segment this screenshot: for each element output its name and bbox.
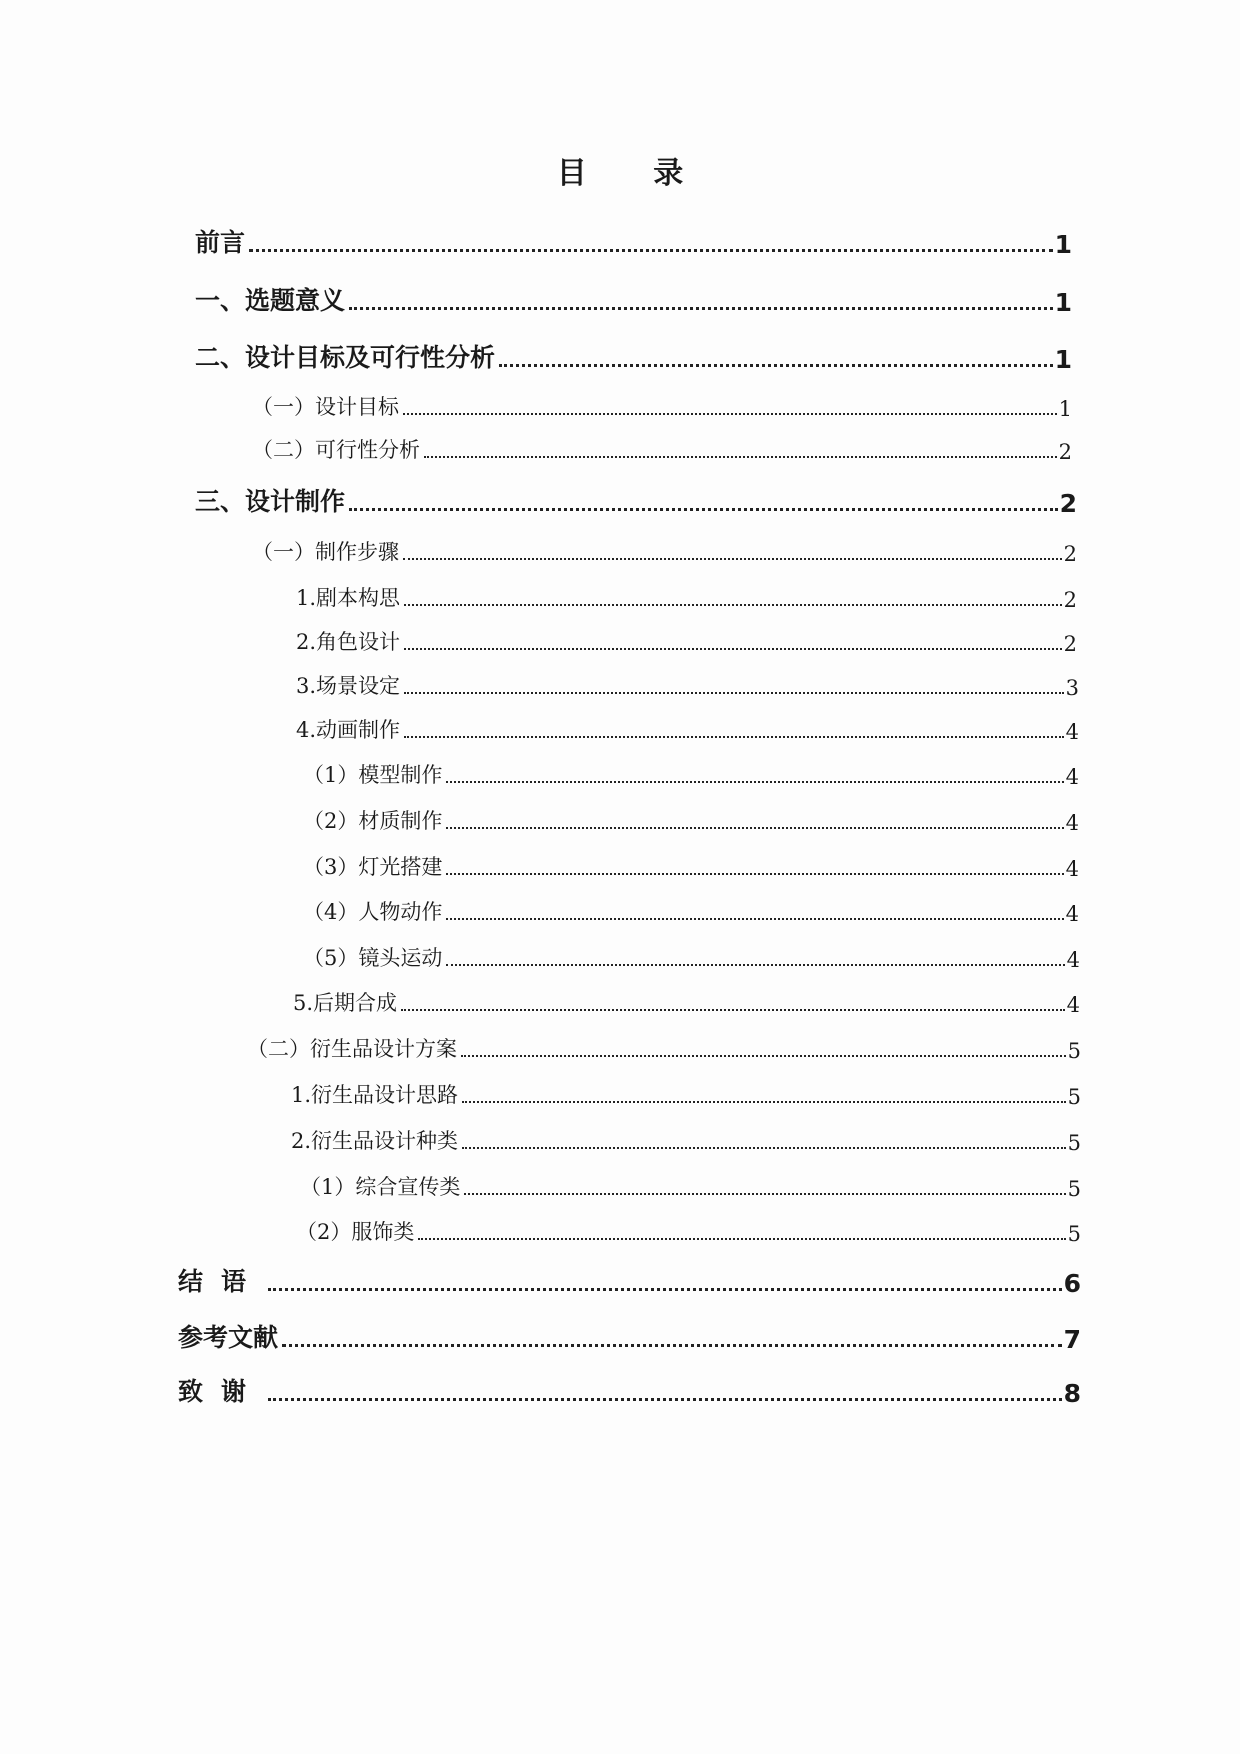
toc-page-number: 5 xyxy=(1067,1085,1081,1109)
toc-leader xyxy=(418,1237,1065,1240)
toc-entry-label: 前言 xyxy=(195,228,246,257)
toc-entry-label: 3.场景设定 xyxy=(296,674,401,698)
toc-entry-section-3-1-4-4[interactable] xyxy=(303,896,1079,926)
toc-entry-conclusion[interactable] xyxy=(178,1262,1081,1298)
toc-entry-section-3-2-2-1[interactable] xyxy=(300,1171,1081,1201)
toc-leader xyxy=(268,1287,1062,1291)
toc-entry-section-3-1-3[interactable] xyxy=(296,670,1079,700)
toc-page-number: 4 xyxy=(1065,765,1079,789)
toc-page-number: 1 xyxy=(1054,230,1072,259)
toc-entry-label: 4.动画制作 xyxy=(296,718,401,742)
toc-page-number: 7 xyxy=(1063,1325,1081,1354)
toc-entry-label: 2.角色设计 xyxy=(296,630,401,654)
toc-page-number: 2 xyxy=(1063,542,1077,566)
toc-entry-acknowledgements[interactable] xyxy=(178,1372,1081,1408)
toc-entry-label: 结语 xyxy=(178,1267,265,1296)
toc-entry-label: 1.衍生品设计思路 xyxy=(291,1083,459,1107)
toc-leader xyxy=(446,826,1063,829)
toc-page-number: 1 xyxy=(1058,397,1072,421)
toc-entry-label: 2.衍生品设计种类 xyxy=(291,1129,459,1153)
toc-page-number: 5 xyxy=(1067,1222,1081,1246)
toc-leader xyxy=(464,1192,1065,1195)
toc-leader xyxy=(446,872,1063,875)
toc-page-number: 2 xyxy=(1063,632,1077,656)
toc-entry-section-3-1-4[interactable] xyxy=(296,714,1079,744)
toc-page-number: 4 xyxy=(1066,993,1080,1017)
toc-leader xyxy=(499,363,1053,367)
toc-entry-section-3-1-2[interactable] xyxy=(296,626,1077,656)
toc-page-number: 5 xyxy=(1067,1039,1081,1063)
toc-leader xyxy=(349,306,1053,310)
toc-page-number: 2 xyxy=(1058,440,1072,464)
toc-leader xyxy=(462,1146,1066,1149)
toc-page-number: 3 xyxy=(1065,676,1079,700)
toc-page-number: 8 xyxy=(1063,1379,1081,1408)
toc-leader xyxy=(268,1397,1062,1401)
toc-entry-section-3-2-2-2[interactable] xyxy=(296,1216,1081,1246)
toc-entry-section-3-1-4-3[interactable] xyxy=(303,851,1079,881)
toc-leader xyxy=(446,917,1063,920)
toc-leader xyxy=(446,780,1063,783)
toc-entry-section-3-1-4-1[interactable] xyxy=(303,759,1079,789)
toc-entry-label: （二）衍生品设计方案 xyxy=(247,1037,457,1061)
toc-leader xyxy=(404,647,1062,650)
toc-entry-label: 三、设计制作 xyxy=(195,487,346,516)
toc-leader xyxy=(403,412,1057,415)
toc-page-number: 1 xyxy=(1054,288,1072,317)
toc-leader xyxy=(424,455,1057,458)
toc-entry-label: 致谢 xyxy=(178,1377,265,1406)
toc-leader xyxy=(349,507,1058,511)
toc-entry-section-3-1-4-2[interactable] xyxy=(303,805,1079,835)
toc-page-number: 6 xyxy=(1063,1269,1081,1298)
toc-entry-label: 参考文献 xyxy=(178,1323,279,1352)
toc-entry-references[interactable] xyxy=(178,1318,1081,1354)
toc-entry-section-3-2-2[interactable] xyxy=(291,1125,1081,1155)
toc-leader xyxy=(249,248,1053,252)
toc-entry-section-3-1-4-5[interactable] xyxy=(303,942,1080,972)
toc-page-number: 2 xyxy=(1063,588,1077,612)
toc-entry-label: 一、选题意义 xyxy=(195,286,346,315)
toc-entry-section-2-2[interactable] xyxy=(252,434,1072,464)
toc-leader xyxy=(461,1054,1066,1057)
toc-entry-section-3[interactable] xyxy=(195,482,1077,518)
toc-leader xyxy=(446,963,1064,966)
page-title: 目 录 xyxy=(556,156,712,191)
toc-entry-label: （1）模型制作 xyxy=(303,763,443,787)
toc-page-number: 4 xyxy=(1065,902,1079,926)
toc-entry-section-3-1[interactable] xyxy=(252,536,1077,566)
toc-leader xyxy=(404,603,1062,606)
toc-entry-label: （2）服饰类 xyxy=(296,1220,415,1244)
toc-entry-label: （二）可行性分析 xyxy=(252,438,420,462)
toc-page-number: 4 xyxy=(1066,948,1080,972)
toc-page-number: 2 xyxy=(1059,489,1077,518)
toc-entry-section-3-2-1[interactable] xyxy=(291,1079,1081,1109)
toc-entry-label: （3）灯光搭建 xyxy=(303,855,443,879)
toc-entry-section-3-2[interactable] xyxy=(247,1033,1081,1063)
toc-page-number: 5 xyxy=(1067,1131,1081,1155)
toc-entry-section-3-1-1[interactable] xyxy=(296,582,1077,612)
toc-entry-label: 二、设计目标及可行性分析 xyxy=(195,343,496,372)
toc-entry-section-2-1[interactable] xyxy=(252,391,1072,421)
toc-page-number: 4 xyxy=(1065,720,1079,744)
toc-leader xyxy=(403,557,1062,560)
toc-entry-label: （2）材质制作 xyxy=(303,809,443,833)
toc-entry-label: （1）综合宣传类 xyxy=(300,1175,461,1199)
toc-page-number: 1 xyxy=(1054,345,1072,374)
toc-entry-section-1[interactable] xyxy=(195,281,1072,317)
toc-leader xyxy=(401,1008,1065,1011)
toc-entry-preface[interactable] xyxy=(195,223,1072,259)
toc-page-number: 4 xyxy=(1065,857,1079,881)
toc-leader xyxy=(282,1343,1062,1347)
toc-entry-label: （5）镜头运动 xyxy=(303,946,443,970)
toc-entry-label: （一）制作步骤 xyxy=(252,540,399,564)
toc-leader xyxy=(404,735,1064,738)
toc-leader xyxy=(404,691,1064,694)
toc-entry-section-3-1-5[interactable] xyxy=(293,987,1080,1017)
toc-entry-label: （4）人物动作 xyxy=(303,900,443,924)
toc-leader xyxy=(462,1100,1066,1103)
toc-page-number: 5 xyxy=(1067,1177,1081,1201)
toc-entry-section-2[interactable] xyxy=(195,338,1072,374)
toc-page-number: 4 xyxy=(1065,811,1079,835)
toc-entry-label: （一）设计目标 xyxy=(252,395,399,419)
toc-entry-label: 5.后期合成 xyxy=(293,991,398,1015)
toc-entry-label: 1.剧本构思 xyxy=(296,586,401,610)
